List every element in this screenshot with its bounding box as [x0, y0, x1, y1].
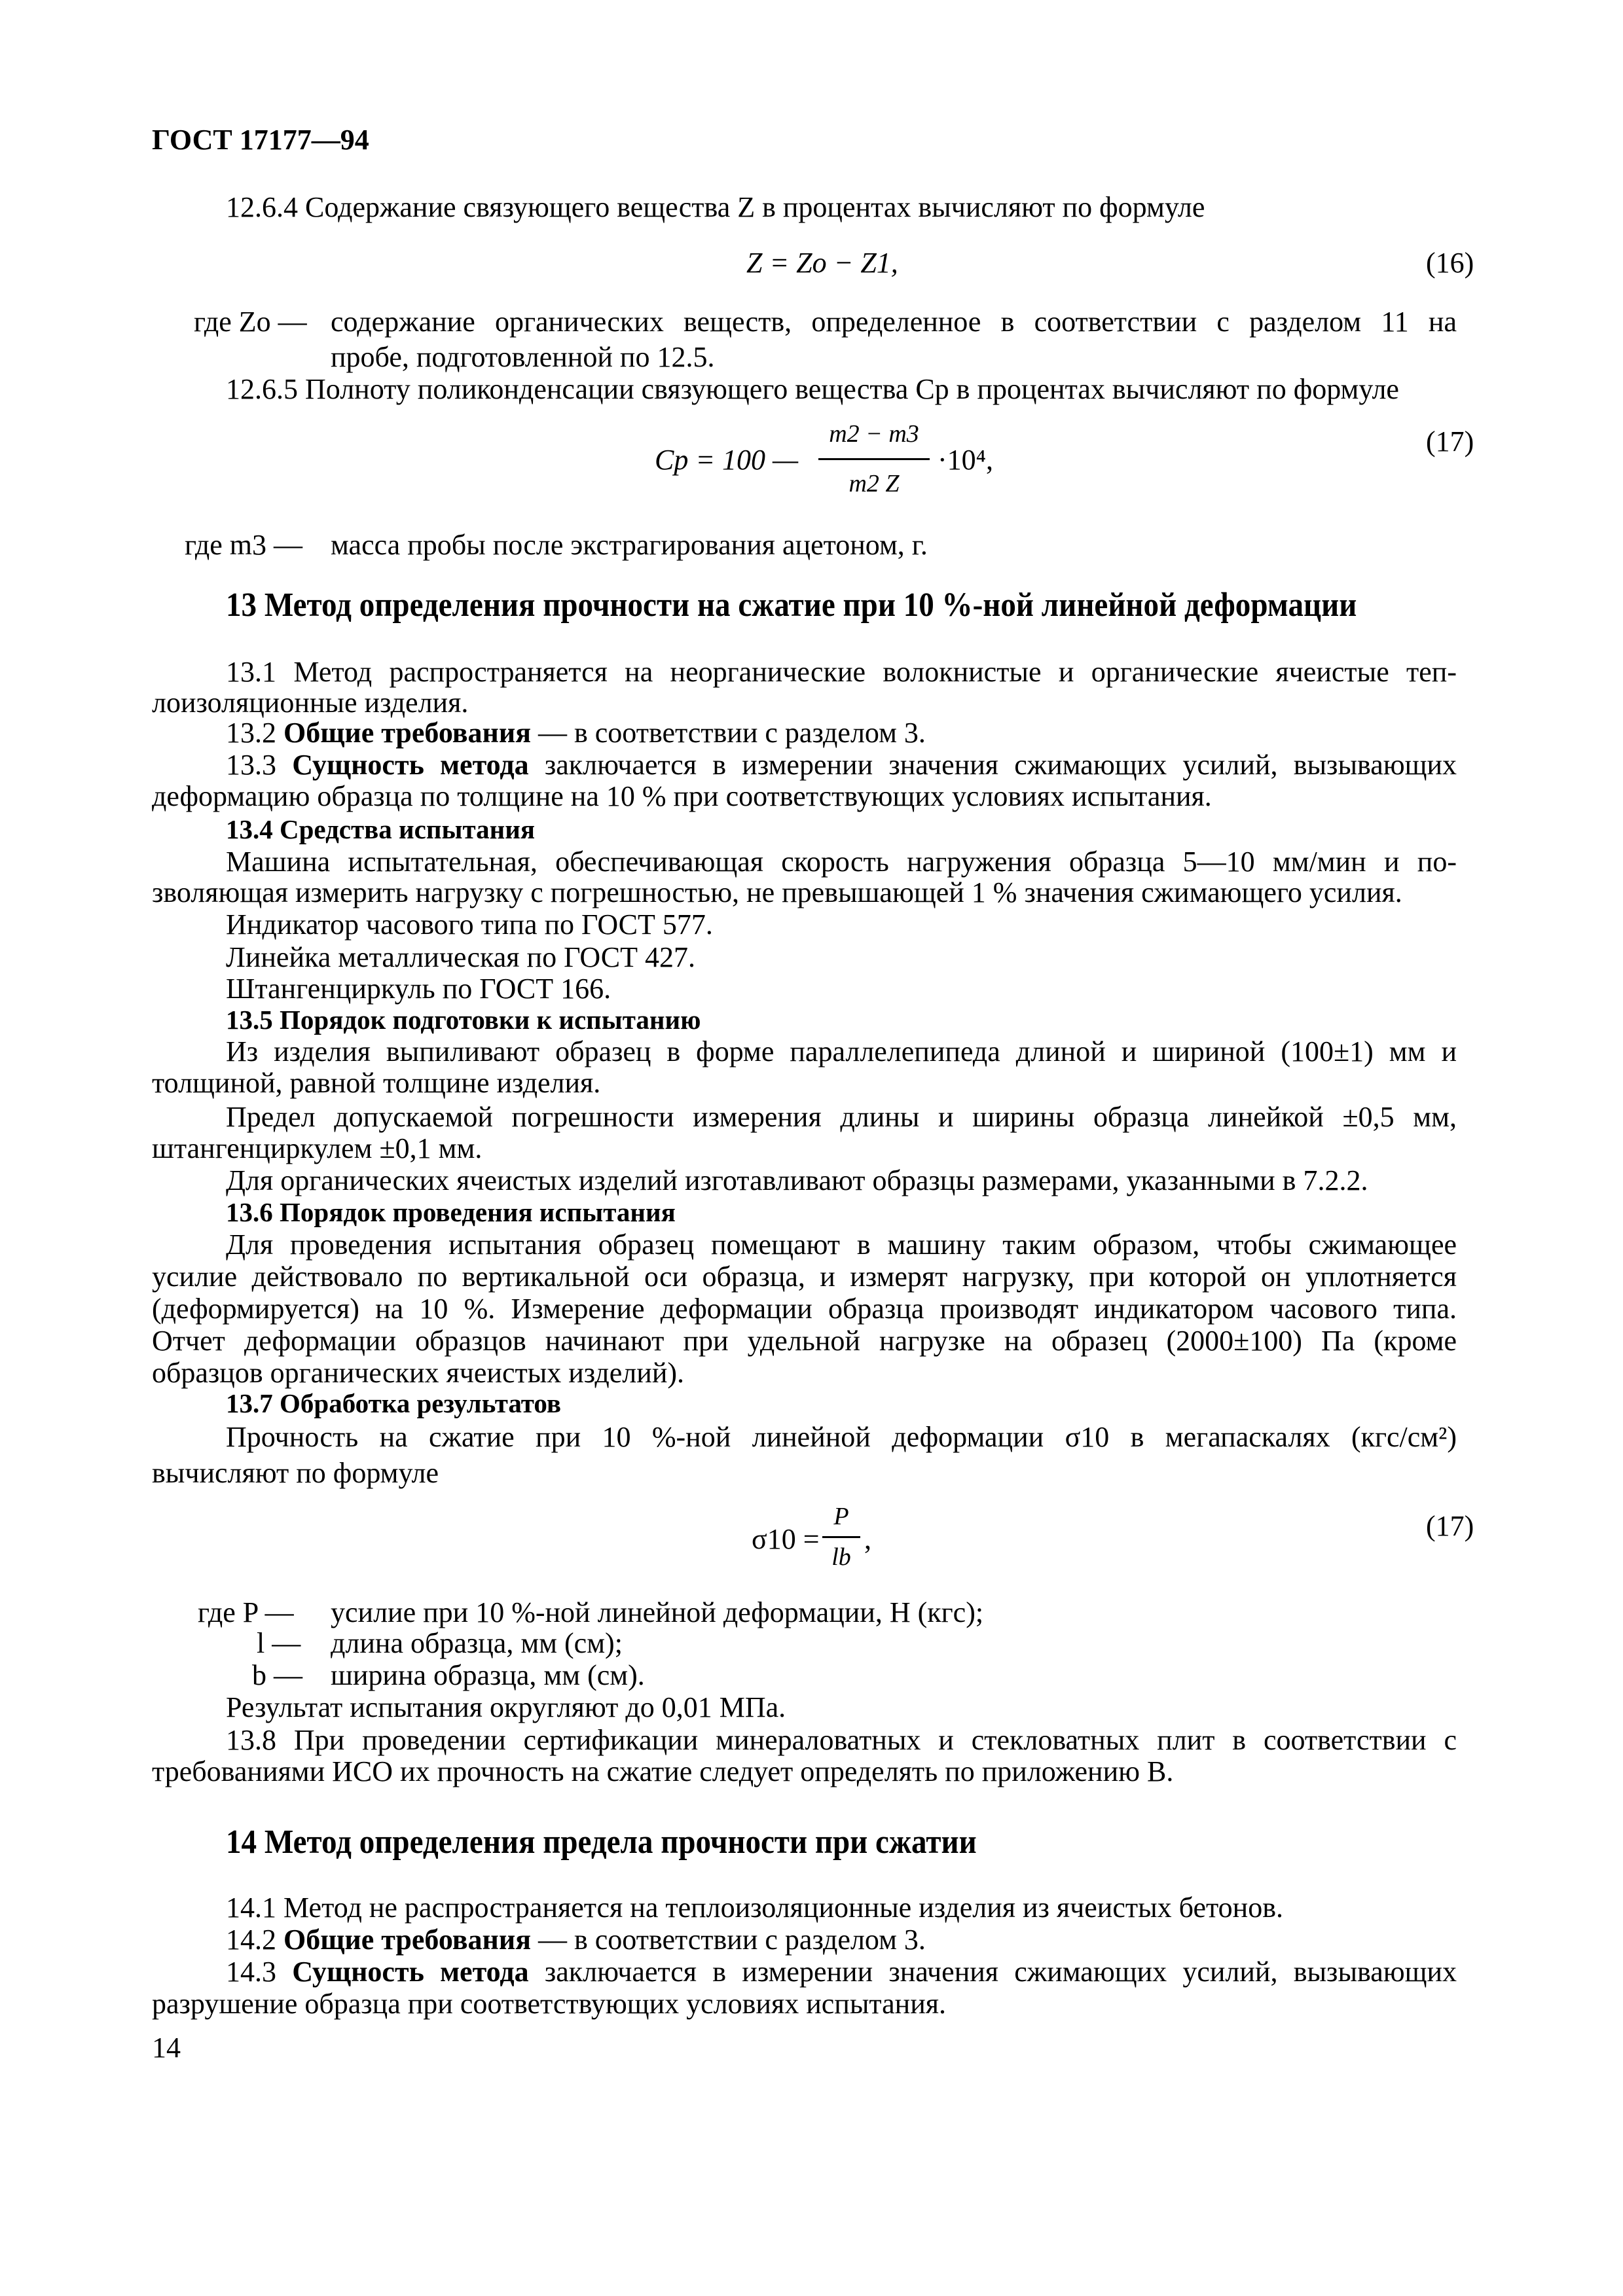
- paragraph-14-2: [226, 1922, 926, 1958]
- section-14-heading: 14 Метод определения предела прочности при сжатии: [226, 1823, 977, 1861]
- paragraph-14-2-number: 14.2: [226, 1924, 276, 1956]
- formula-17a-numerator: m2 − m3: [829, 420, 919, 448]
- paragraph-13-5-line4: штангенциркулем ±0,1 мм.: [152, 1132, 483, 1164]
- paragraph-13-3-bold: Сущность метода: [292, 749, 529, 781]
- paragraph-13-4-line3: Индикатор часового типа по ГОСТ 577.: [226, 908, 713, 941]
- paragraph-13-1-line2: лоизоляционные изделия.: [152, 687, 469, 719]
- subheading-13-4: 13.4 Средства испытания: [226, 814, 536, 844]
- paragraph-13-6-line2: усилие действовало по вертикальной оси образца, и измерят нагрузку, при которой он уплотняется: [152, 1261, 1457, 1293]
- paragraph-13-4-line2: зволяющая измерить нагрузку с погрешностью, не превышающей 1 % значения сжимающего усилия.: [152, 876, 1402, 908]
- formula-17a-tail: ·10⁴,: [938, 444, 993, 476]
- document-header: ГОСТ 17177—94: [152, 124, 369, 156]
- result-rounding: Результат испытания округляют до 0,01 МПа.: [226, 1691, 786, 1723]
- paragraph-13-7-line2: вычисляют по формуле: [152, 1457, 439, 1489]
- subheading-13-7: 13.7 Обработка результатов: [226, 1388, 562, 1418]
- where-p-label: где P —: [198, 1596, 294, 1628]
- paragraph-13-4-line1: Машина испытательная, обеспечивающая скорость нагружения образца 5—10 мм/мин и по-: [226, 846, 1457, 878]
- paragraph-14-3-line2: разрушение образца при соответствующих условиях испытания.: [152, 1988, 947, 2020]
- formula-17b-numerator: P: [833, 1503, 849, 1530]
- paragraph-13-3-line1: [226, 747, 1457, 783]
- paragraph-13-8-line2: требованиями ИСО их прочность на сжатие следует определять по приложению В.: [152, 1755, 1174, 1787]
- paragraph-13-8-line1: 13.8 При проведении сертификации минераловатных и стекловатных плит в соответствии с: [226, 1724, 1457, 1756]
- where-m3-label: где m3 —: [185, 529, 302, 561]
- where-z0-line1: содержание органических веществ, определенное в соответствии с разделом 11 на: [331, 306, 1457, 338]
- formula-16: Z = Zо − Z1,: [746, 247, 898, 279]
- paragraph-13-5-line5: Для органических ячеистых изделий изготавливают образцы размерами, указанными в 7.2.2.: [226, 1164, 1368, 1196]
- page-number: 14: [152, 2032, 181, 2064]
- where-z0-label: где Zо —: [194, 306, 307, 338]
- paragraph-13-7-line1: Прочность на сжатие при 10 %-ной линейной деформации σ10 в мегапаскалях (кгс/см²): [226, 1421, 1457, 1453]
- where-p-text: усилие при 10 %-ной линейной деформации, Н (кгс);: [331, 1596, 984, 1628]
- paragraph-14-1: 14.1 Метод не распространяется на теплоизоляционные изделия из ячеистых бетонов.: [226, 1892, 1283, 1924]
- section-13-heading: 13 Метод определения прочности на сжатие при 10 %-ной линейной деформации: [226, 586, 1357, 624]
- where-b-label: b —: [252, 1659, 302, 1691]
- formula-17a-number: (17): [1426, 425, 1474, 457]
- where-b-text: ширина образца, мм (см).: [331, 1659, 645, 1691]
- formula-17a-fraction-bar: [818, 458, 930, 460]
- paragraph-13-2-number: 13.2: [226, 717, 276, 749]
- paragraph-13-4-line5: Штангенциркуль по ГОСТ 166.: [226, 973, 611, 1005]
- paragraph-13-6-line4: Отчет деформации образцов начинают при удельной нагрузке на образец (2000±100) Па (кроме: [152, 1325, 1457, 1357]
- where-z0-line2: пробе, подготовленной по 12.5.: [331, 341, 715, 373]
- paragraph-12-6-5: 12.6.5 Полноту поликонденсации связующего вещества Cp в процентах вычисляют по формуле: [226, 373, 1399, 405]
- paragraph-13-5-line3: Предел допускаемой погрешности измерения длины и ширины образца линейкой ±0,5 мм,: [226, 1101, 1457, 1133]
- paragraph-13-1-line1: 13.1 Метод распространяется на неорганические волокнистые и органические ячеистые теп-: [226, 656, 1457, 688]
- paragraph-13-4-line4: Линейка металлическая по ГОСТ 427.: [226, 941, 695, 973]
- paragraph-13-5-line1: Из изделия выпиливают образец в форме параллелепипеда длиной и шириной (100±1) мм и: [226, 1035, 1457, 1067]
- where-l-text: длина образца, мм (см);: [331, 1627, 623, 1659]
- paragraph-13-6-line3: (деформируется) на 10 %. Измерение деформации образца производят индикатором часового типа.: [152, 1293, 1457, 1325]
- paragraph-14-2-bold: Общие требования: [283, 1924, 531, 1956]
- paragraph-13-3-number: 13.3: [226, 749, 276, 781]
- formula-17b-tail: ,: [864, 1523, 871, 1555]
- where-l-label: l —: [257, 1627, 301, 1659]
- formula-17b-number: (17): [1426, 1510, 1474, 1542]
- formula-17b-denominator: lb: [831, 1543, 851, 1571]
- paragraph-13-6-line5: образцов органических ячеистых изделий).: [152, 1357, 685, 1389]
- formula-17b-fraction-bar: [822, 1536, 860, 1538]
- paragraph-13-2: [226, 715, 926, 751]
- paragraph-13-2-rest: — в соответствии с разделом 3.: [538, 717, 926, 749]
- where-m3-text: масса пробы после экстрагирования ацетоном, г.: [331, 529, 928, 561]
- formula-17a-left: Cp = 100 —: [655, 444, 799, 476]
- paragraph-12-6-4: 12.6.4 Содержание связующего вещества Z в процентах вычисляют по формуле: [226, 191, 1205, 223]
- paragraph-14-3-bold: Сущность метода: [292, 1956, 529, 1988]
- paragraph-14-3-number: 14.3: [226, 1956, 276, 1988]
- subheading-13-6: 13.6 Порядок проведения испытания: [226, 1197, 676, 1227]
- formula-17a-denominator: m2 Z: [848, 470, 900, 497]
- paragraph-13-6-line1: Для проведения испытания образец помещают в машину таким образом, чтобы сжимающее: [226, 1229, 1457, 1261]
- paragraph-13-5-line2: толщиной, равной толщине изделия.: [152, 1067, 601, 1099]
- formula-17b-left: σ10 =: [752, 1523, 820, 1555]
- formula-16-number: (16): [1426, 247, 1474, 279]
- paragraph-13-2-bold: Общие требования: [283, 717, 531, 749]
- paragraph-13-3-rest: заключается в измерении значения сжимающих усилий, вызывающих: [544, 749, 1457, 781]
- paragraph-14-3-rest: заключается в измерении значения сжимающих усилий, вызывающих: [544, 1956, 1457, 1988]
- paragraph-14-2-rest: — в соответствии с разделом 3.: [538, 1924, 926, 1956]
- paragraph-14-3-line1: [226, 1954, 1457, 1990]
- paragraph-13-3-line2: деформацию образца по толщине на 10 % при соответствующих условиях испытания.: [152, 780, 1212, 812]
- subheading-13-5: 13.5 Порядок подготовки к испытанию: [226, 1005, 701, 1035]
